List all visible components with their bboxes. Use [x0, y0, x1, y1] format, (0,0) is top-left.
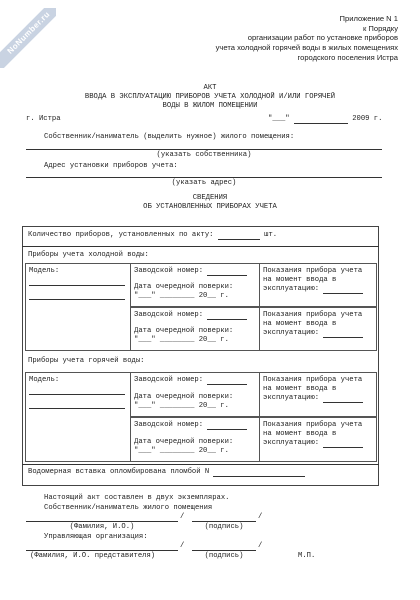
hot-2-reading-l3: эксплуатацию:	[263, 439, 363, 448]
hot-1-check-label: Дата очередной поверки:	[134, 393, 234, 401]
date-month-field[interactable]	[294, 115, 348, 124]
count-row	[28, 231, 277, 240]
hot-2-reading-l2: на момент ввода в	[263, 430, 337, 438]
info-line-2: ОБ УСТАНОВЛЕННЫХ ПРИБОРАХ УЧЕТА	[143, 203, 277, 211]
watermark-text: NoNumber.ru	[0, 8, 56, 68]
hot-1-reading-l1: Показания прибора учета	[263, 376, 363, 384]
hot-1-serial-label: Заводской номер:	[134, 376, 204, 384]
hot-1-check-date[interactable]: "___" ________ 20__ г.	[134, 402, 229, 410]
org-fio-hint: (Фамилия, И.О. представителя)	[30, 552, 156, 560]
hot-1-reading	[263, 376, 363, 403]
cold-1-reading-l2: на момент ввода в	[263, 276, 337, 284]
count-field[interactable]	[218, 231, 260, 240]
address-label: Адрес установки приборов учета:	[44, 162, 178, 170]
cold-2-serial	[134, 311, 247, 320]
appendix-line-5: городского поселения Истра	[297, 52, 398, 62]
appendix-line-1: Приложение N 1	[339, 14, 398, 23]
cold-model-field-1[interactable]	[29, 285, 125, 286]
slash-1: /	[180, 513, 185, 521]
cold-2-serial-label: Заводской номер:	[134, 311, 204, 319]
owner-sign-hint: (подпись)	[204, 523, 244, 531]
seal-number-field[interactable]	[213, 468, 305, 477]
stamp-place: М.П.	[298, 552, 316, 560]
hot-1-reading-l2: на момент ввода в	[263, 385, 337, 393]
owner-hint: (указать собственника)	[156, 151, 252, 159]
org-fio-line[interactable]	[26, 550, 178, 551]
info-line-1: СВЕДЕНИЯ	[192, 194, 228, 202]
hot-2-reading-l1: Показания прибора учета	[263, 421, 363, 429]
org-sign-hint: (подпись)	[204, 552, 244, 560]
hot-2-serial	[134, 421, 247, 430]
cold-1-check-date[interactable]: "___" ________ 20__ г.	[134, 292, 229, 300]
owner-fio-line[interactable]	[26, 521, 178, 522]
cold-2-check-date[interactable]: "___" ________ 20__ г.	[134, 336, 229, 344]
cold-1-serial-field[interactable]	[207, 267, 247, 276]
owner-sign-line[interactable]	[192, 521, 256, 522]
owner-field-line[interactable]	[26, 149, 382, 150]
hot-model-label: Модель:	[29, 376, 60, 384]
cold-2-reading-l3: эксплуатацию:	[263, 329, 363, 338]
count-unit: шт.	[264, 231, 278, 239]
slash-3: /	[180, 542, 185, 550]
cold-2-reading	[263, 311, 363, 338]
cold-1-check-label: Дата очередной поверки:	[134, 283, 234, 291]
watermark	[0, 8, 56, 68]
seal-label: Водомерная вставка опломбирована пломбой N	[28, 468, 210, 476]
slash-2: /	[258, 513, 263, 521]
title-line-2: ВВОДА В ЭКСПЛУАТАЦИЮ ПРИБОРОВ УЧЕТА ХОЛОДНОЙ И/ИЛИ ГОРЯЧЕЙ	[84, 93, 336, 101]
place-text: г. Истра	[26, 115, 61, 123]
hot-1-reading-l3: эксплуатацию:	[263, 394, 363, 403]
cold-1-reading-l1: Показания прибора учета	[263, 267, 363, 275]
title-line-1: АКТ	[203, 84, 217, 92]
cold-1-serial	[134, 267, 247, 276]
cold-2-reading-field[interactable]	[323, 329, 363, 338]
owner-sign-label: Собственник/наниматель жилого помещения	[44, 504, 213, 512]
cold-label: Приборы учета холодной воды:	[28, 251, 149, 259]
date-line	[268, 115, 382, 124]
seal-row	[28, 468, 305, 477]
org-sign-line[interactable]	[192, 550, 256, 551]
cold-model-label: Модель:	[29, 267, 60, 275]
hot-1-serial-field[interactable]	[207, 376, 247, 385]
address-field-line[interactable]	[26, 177, 382, 178]
hot-2-check-label: Дата очередной поверки:	[134, 438, 234, 446]
info-heading	[60, 194, 360, 212]
cold-model-cell	[25, 263, 131, 351]
hot-1-serial	[134, 376, 247, 385]
table-divider	[22, 246, 379, 247]
cold-2-check-label: Дата очередной поверки:	[134, 327, 234, 335]
document-title	[60, 84, 360, 111]
hot-2-serial-label: Заводской номер:	[134, 421, 204, 429]
org-label: Управляющая организация:	[44, 533, 148, 541]
appendix-line-2: к Порядку	[363, 23, 398, 33]
cold-1-serial-label: Заводской номер:	[134, 267, 204, 275]
cold-1-reading-l3: эксплуатацию:	[263, 285, 363, 294]
hot-label: Приборы учета горячей воды:	[28, 357, 145, 365]
date-day: "___"	[268, 115, 290, 123]
cold-1-reading-field[interactable]	[323, 285, 363, 294]
cold-1-reading	[263, 267, 363, 294]
cold-2-serial-field[interactable]	[207, 311, 247, 320]
hot-model-cell	[25, 372, 131, 462]
hot-model-field-1[interactable]	[29, 394, 125, 395]
address-hint: (указать адрес)	[171, 179, 237, 187]
slash-4: /	[258, 542, 263, 550]
count-label: Количество приборов, установленных по акту:	[28, 231, 214, 239]
date-year: 2009 г.	[352, 115, 383, 123]
cold-2-reading-l2: на момент ввода в	[263, 320, 337, 328]
seal-divider	[22, 464, 379, 465]
hot-2-check-date[interactable]: "___" ________ 20__ г.	[134, 447, 229, 455]
hot-2-reading	[263, 421, 363, 448]
owner-label: Собственник/наниматель (выделить нужное) жилого помещения:	[44, 133, 295, 141]
hot-2-serial-field[interactable]	[207, 421, 247, 430]
hot-2-reading-field[interactable]	[323, 439, 363, 448]
appendix-header	[158, 14, 398, 63]
owner-fio-hint: (Фамилия, И.О.)	[69, 523, 135, 531]
cold-model-field-2[interactable]	[29, 299, 125, 300]
cold-2-reading-l1: Показания прибора учета	[263, 311, 363, 319]
hot-model-field-2[interactable]	[29, 408, 125, 409]
copies-text: Настоящий акт составлен в двух экземплярах.	[44, 494, 230, 502]
appendix-line-4: учета холодной горячей воды в жилых помещениях	[215, 43, 398, 53]
hot-1-reading-field[interactable]	[323, 394, 363, 403]
title-line-3: ВОДЫ В ЖИЛОМ ПОМЕЩЕНИИ	[162, 102, 258, 110]
appendix-line-3: организации работ по установке приборов	[247, 33, 398, 43]
